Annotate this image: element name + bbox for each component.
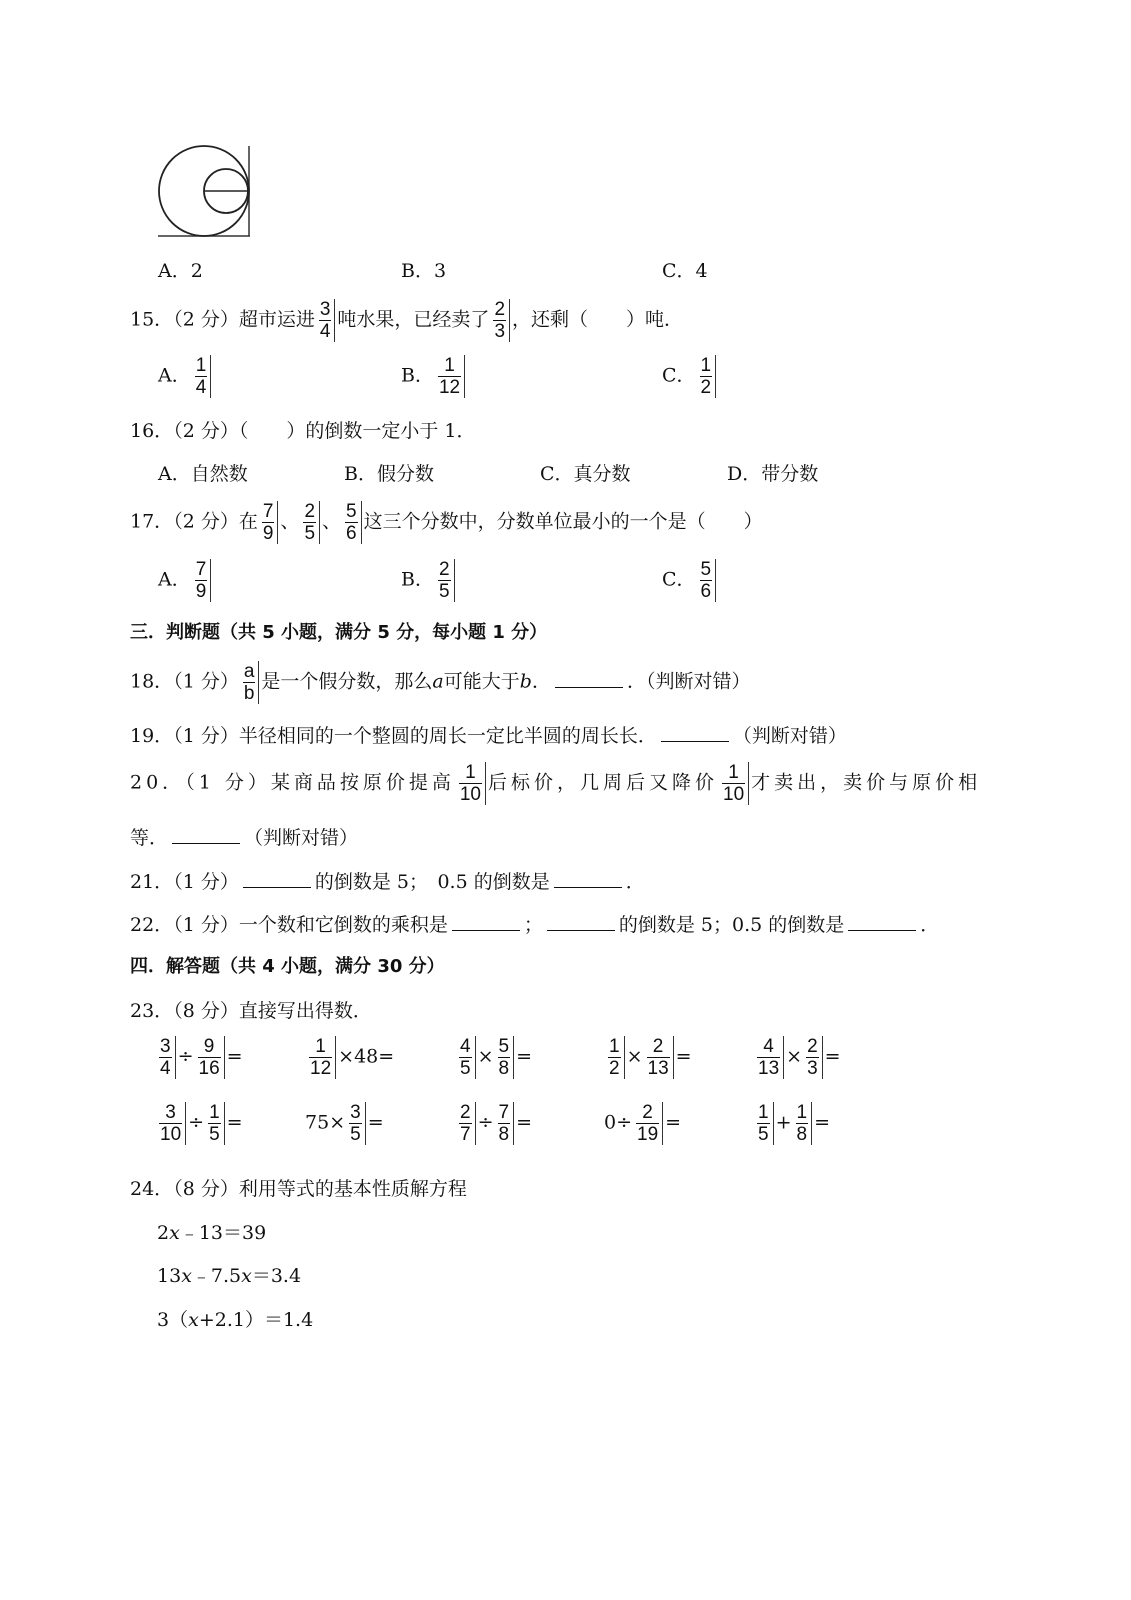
q21-answer-blank-1[interactable] (243, 869, 311, 888)
q17-fraction-2: $\frac{2}{5}$ (301, 501, 320, 544)
q17-fraction-3: $\frac{5}{6}$ (343, 501, 362, 544)
q15-text-2: 吨水果，已经卖了 (337, 308, 490, 331)
question-24: 24．（8 分）利用等式的基本性质解方程 (130, 1178, 467, 1200)
q18-fraction: $\frac{a}{b}$ (241, 661, 260, 704)
q20-fraction-1: $\frac{1}{10}$ (457, 762, 486, 805)
q21-answer-blank-2[interactable] (554, 869, 622, 888)
q14-option-a: A．2 (158, 260, 203, 282)
q15-option-b: B． $\frac{1}{12}$ (401, 355, 467, 398)
q15-text-1: 超市运进 (238, 308, 315, 331)
q24-equation-1: 2x﹣13＝39 (157, 1222, 267, 1244)
q17-option-c: C． $\frac{5}{6}$ (662, 559, 718, 602)
q14-option-c: C．4 (662, 260, 708, 282)
q16-option-d: D．带分数 (727, 463, 819, 485)
q24-equation-2: 13x﹣7.5x＝3.4 (157, 1265, 302, 1287)
question-21: 21．（1 分） 的倒数是 5； 0.5 的倒数是 ． (130, 871, 645, 893)
q15-option-c: C． $\frac{1}{2}$ (662, 355, 718, 398)
question-15 (130, 299, 683, 342)
q16-option-b: B．假分数 (344, 463, 434, 485)
q23-expr-3: $\frac{4}{5}$ × $\frac{5}{8}$ = (455, 1036, 532, 1079)
q22-answer-blank-3[interactable] (848, 912, 916, 931)
question-23: 23．（8 分）直接写出得数． (130, 1000, 372, 1022)
q23-expr-2: $\frac{1}{12}$ ×48= (305, 1036, 394, 1079)
question-17: 17．（2 分）在 $\frac{7}{9}$ 、 $\frac{2}{5}$ 、 $\frac{5}{6}$ 这三个分数中，分数单位最小的一个是（ ） (130, 501, 763, 544)
q17-fraction-1: $\frac{7}{9}$ (260, 501, 279, 544)
q23-expr-5: $\frac{4}{13}$ × $\frac{2}{3}$ = (753, 1036, 841, 1079)
q23-expr-10: $\frac{1}{5}$ + $\frac{1}{8}$ = (753, 1102, 830, 1145)
q15-score: （2 分） (173, 308, 239, 331)
q23-expr-6: $\frac{3}{10}$ ÷ $\frac{1}{5}$ = (155, 1102, 243, 1145)
q15-number: 15． (130, 308, 174, 331)
question-18: 18．（1 分） $\frac{a}{b}$ 是一个假分数，那么a可能大于b． ．（判断对错） (130, 661, 751, 704)
q15-fraction-2: $\frac{2}{3}$ (491, 299, 510, 342)
q15-option-a: A． $\frac{1}{4}$ (158, 355, 213, 398)
q22-answer-blank-2[interactable] (547, 912, 615, 931)
q15-fraction-1: $\frac{3}{4}$ (317, 299, 336, 342)
q23-expr-7: 75× $\frac{3}{5}$ = (305, 1102, 384, 1145)
section-4-heading: 四．解答题（共 4 小题，满分 30 分） (130, 956, 445, 977)
circle-figure (150, 142, 260, 242)
q20-answer-blank[interactable] (172, 825, 240, 844)
q15-text-3: ，还剩（ ）吨． (512, 308, 684, 331)
q19-answer-blank[interactable] (661, 723, 729, 742)
q23-expr-9: 0÷ $\frac{2}{19}$ = (604, 1102, 682, 1145)
q14-option-b: B．3 (401, 260, 447, 282)
question-22: 22．（1 分）一个数和它倒数的乘积是 ； 的倒数是 5；0.5 的倒数是 ． (130, 914, 940, 936)
q18-answer-blank[interactable] (555, 669, 623, 688)
question-19: 19．（1 分）半径相同的一个整圆的周长一定比半圆的周长长． （判断对错） (130, 725, 847, 747)
question-20: 20．（1 分）某商品按原价提高 $\frac{1}{10}$ 后标价，几周后又降价 $\frac{1}{10}$ 才卖出，卖价与原价相 (130, 762, 982, 805)
q23-expr-8: $\frac{2}{7}$ ÷ $\frac{7}{8}$ = (455, 1102, 532, 1145)
question-20-continued: 等． （判断对错） (130, 827, 359, 849)
q16-option-a: A．自然数 (158, 463, 248, 485)
q17-option-b: B． $\frac{2}{5}$ (401, 559, 457, 602)
question-16: 16．（2 分）（ ）的倒数一定小于 1． (130, 420, 476, 442)
q24-equation-3: 3（x+2.1）＝1.4 (157, 1309, 314, 1331)
section-3-heading: 三．判断题（共 5 小题，满分 5 分，每小题 1 分） (130, 622, 548, 643)
q16-option-c: C．真分数 (540, 463, 631, 485)
q20-fraction-2: $\frac{1}{10}$ (720, 762, 749, 805)
q23-expr-4: $\frac{1}{2}$ × $\frac{2}{13}$ = (604, 1036, 692, 1079)
q23-expr-1: $\frac{3}{4}$ ÷ $\frac{9}{16}$ = (155, 1036, 243, 1079)
q17-option-a: A． $\frac{7}{9}$ (158, 559, 213, 602)
q22-answer-blank-1[interactable] (452, 912, 520, 931)
